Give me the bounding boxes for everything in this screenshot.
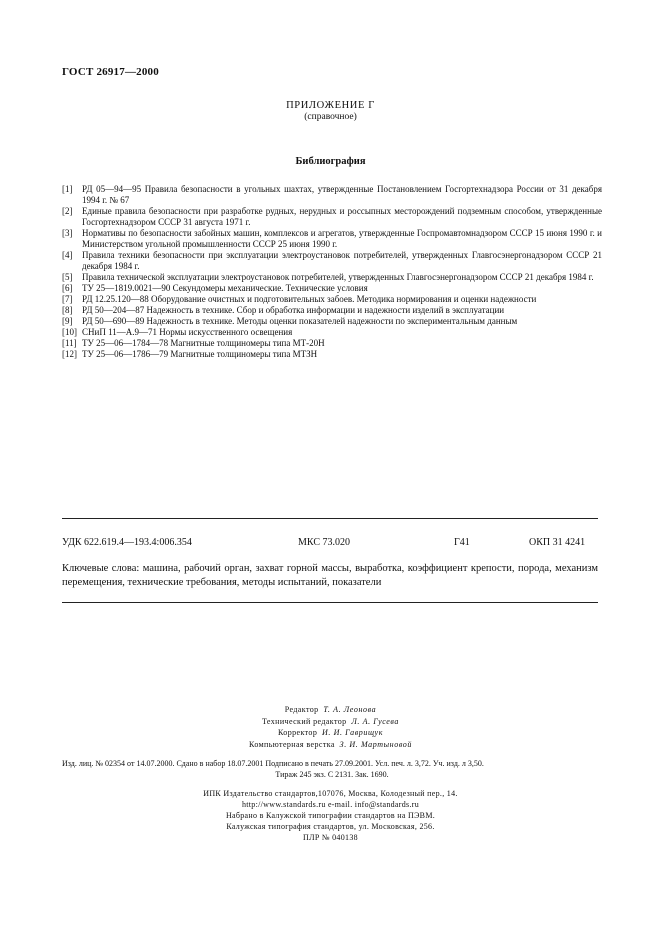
bibliography-item xyxy=(62,327,602,338)
credit-layout xyxy=(0,739,661,751)
publisher-web: http://www.standards.ru e-mail. info@standards.ru xyxy=(241,800,420,809)
bibliography-item xyxy=(62,184,602,206)
mks-code: МКС 73.020 xyxy=(298,537,350,548)
bibliography-item xyxy=(62,272,602,283)
reference-text: РД 50—690—89 Надежность в технике. Методы оценки показателей надежности по экспериментальным данным xyxy=(82,316,518,326)
reference-number: [7] xyxy=(62,294,73,304)
divider-top xyxy=(62,518,598,519)
appendix-title: ПРИЛОЖЕНИЕ Г xyxy=(286,100,375,111)
print-run-line: Тираж 245 экз. С 2131. Зак. 1690. xyxy=(275,770,389,779)
appendix-heading xyxy=(0,100,661,122)
credit-corrector xyxy=(0,727,661,739)
udk-code: УДК 622.619.4—193.4:006.354 xyxy=(62,537,192,548)
editorial-credits xyxy=(0,704,661,750)
reference-number: [5] xyxy=(62,272,73,282)
bibliography-item xyxy=(62,305,602,316)
credit-label: Технический редактор xyxy=(261,716,347,726)
printing-house: Калужская типография стандартов, ул. Московская, 256. xyxy=(226,822,435,831)
license-number: ПЛР № 040138 xyxy=(303,833,358,842)
bibliography-list xyxy=(62,184,602,360)
reference-number: [9] xyxy=(62,316,73,326)
classification-row xyxy=(62,537,598,551)
credit-name: И. И. Гаврищук xyxy=(322,728,384,737)
keywords: Ключевые слова: машина, рабочий орган, захват горной массы, выработка, коэффициент крепости, порода, механизм перемещения, технические требования, методы испытаний, показатели xyxy=(62,563,598,588)
reference-text: РД 05—94—95 Правила безопасности в угольных шахтах, утвержденные Постановлением Госгортехнадзора России от 31 декабря 1994 г. № 67 xyxy=(82,184,602,205)
credit-name: Т. А. Леонова xyxy=(323,705,377,714)
print-details xyxy=(62,758,602,780)
typesetting-note: Набрано в Калужской типографии стандартов на ПЭВМ. xyxy=(225,811,436,820)
reference-text: Правила технической эксплуатации электроустановок потребителей, утвержденных Главгосэнергонадзором СССР 21 декабря 1984 г. xyxy=(82,272,594,282)
reference-number: [2] xyxy=(62,206,73,216)
credit-tech-editor xyxy=(0,716,661,728)
reference-text: Правила техники безопасности при эксплуатации электроустановок потребителей, утвержденных Главгосэнергонадзором СССР 21 декабря 1984 г. xyxy=(82,250,602,271)
reference-number: [12] xyxy=(62,349,77,359)
reference-number: [8] xyxy=(62,305,73,315)
credit-label: Компьютерная верстка xyxy=(249,739,335,749)
appendix-note: (справочное) xyxy=(304,112,357,122)
reference-number: [4] xyxy=(62,250,73,260)
reference-number: [6] xyxy=(62,283,73,293)
credit-label: Корректор xyxy=(277,728,318,737)
bibliography-item xyxy=(62,250,602,272)
credit-label: Редактор xyxy=(284,705,319,714)
standard-number: ГОСТ 26917—2000 xyxy=(62,66,159,78)
bibliography-item xyxy=(62,349,602,360)
reference-text: ТУ 25—1819.0021—90 Секундомеры механические. Технические условия xyxy=(82,283,368,293)
reference-text: Единые правила безопасности при разработке рудных, нерудных и россыпных месторождений подземным способом, утвержденные Госгортехнадзором СССР 31 августа 1971 г. xyxy=(82,206,602,227)
bibliography-title: Библиография xyxy=(295,156,366,167)
reference-number: [11] xyxy=(62,338,77,348)
reference-number: [1] xyxy=(62,184,73,194)
bibliography-item xyxy=(62,294,602,305)
reference-text: СНиП 11—А.9—71 Нормы искусственного освещения xyxy=(82,327,293,337)
bibliography-item xyxy=(62,338,602,349)
group-code: Г41 xyxy=(454,537,470,548)
bibliography-item xyxy=(62,206,602,228)
okp-code: ОКП 31 4241 xyxy=(529,537,586,548)
bibliography-item xyxy=(62,316,602,327)
reference-text: РД 12.25.120—88 Оборудование очистных и подготовительных забоев. Методика нормирования и оценки надежности xyxy=(82,294,537,304)
bibliography-item xyxy=(62,283,602,294)
reference-text: Нормативы по безопасности забойных машин, комплексов и агрегатов, утвержденные Госпромавтомнадзором СССР 15 июня 1990 г. и Министерством угольной промышленности СССР 25 июня 1990 г. xyxy=(82,228,602,249)
reference-text: ТУ 25—06—1784—78 Магнитные толщиномеры типа МТ-20Н xyxy=(82,338,325,348)
credit-name: З. И. Мартыновой xyxy=(339,739,412,749)
reference-number: [10] xyxy=(62,327,77,337)
reference-text: ТУ 25—06—1786—79 Магнитные толщиномеры типа МТЗН xyxy=(82,349,318,359)
credit-editor xyxy=(0,704,661,716)
reference-text: РД 50—204—87 Надежность в технике. Сбор и обработка информации и надежности изделий в эксплуатации xyxy=(82,305,505,315)
print-details-line: Изд. лиц. № 02354 от 14.07.2000. Сдано в набор 18.07.2001 Подписано в печать 27.09.2001. Усл. печ. л. 3,72. Уч. изд. л 3,50. xyxy=(62,759,484,768)
publisher-info xyxy=(0,788,661,843)
bibliography-item xyxy=(62,228,602,250)
reference-number: [3] xyxy=(62,228,73,238)
credit-name: Л. А. Гусева xyxy=(351,716,400,726)
divider-bottom xyxy=(62,602,598,603)
publisher-address: ИПК Издательство стандартов,107076, Москва, Колодезный пер., 14. xyxy=(203,789,458,798)
